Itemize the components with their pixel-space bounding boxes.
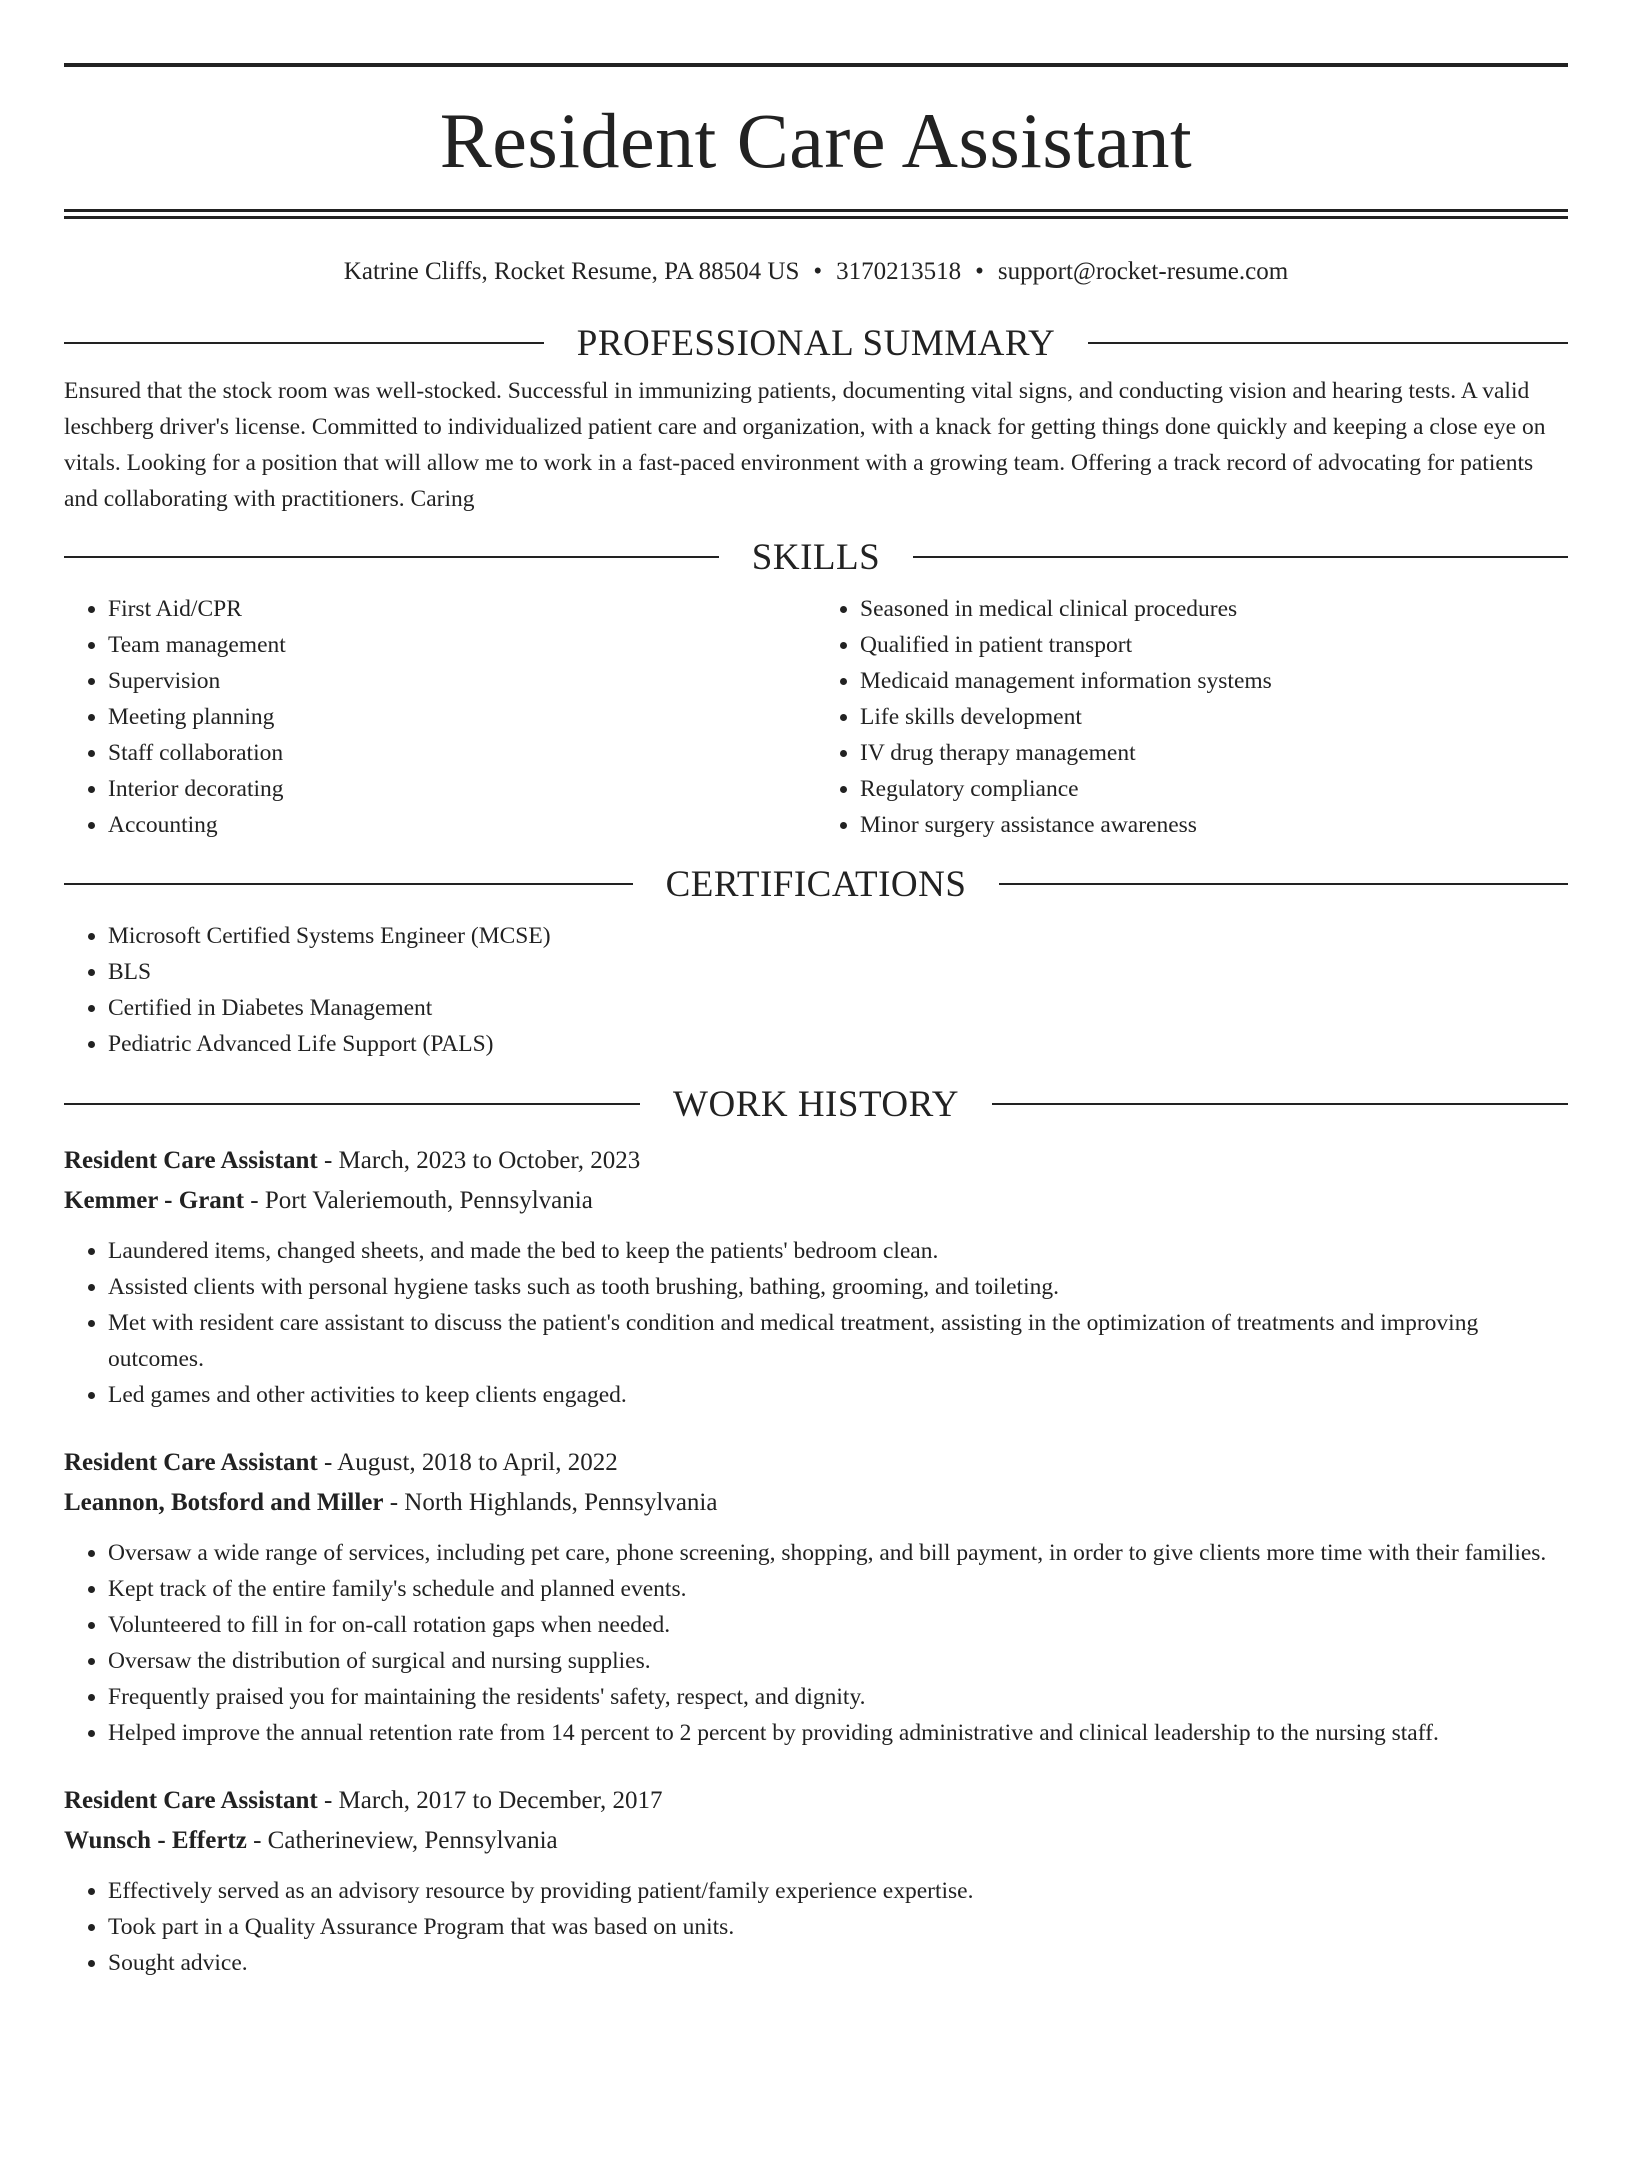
heading-rule-left xyxy=(64,883,633,885)
job-title-line xyxy=(64,1781,1568,1821)
job-dates: - August, 2018 to April, 2022 xyxy=(317,1449,618,1476)
list-item: • BLS xyxy=(108,954,1568,990)
list-item: • Life skills development xyxy=(860,699,1568,735)
list-item: • Supervision xyxy=(108,663,816,699)
heading-rule-right xyxy=(992,1103,1568,1105)
contact-separator: • xyxy=(975,258,984,285)
summary-heading xyxy=(64,318,1568,368)
skills-heading-label: SKILLS xyxy=(751,536,881,578)
certifications-heading-label: CERTIFICATIONS xyxy=(665,863,967,905)
heading-rule-right xyxy=(999,883,1568,885)
list-item: • Met with resident care assistant to discuss the patient's condition and medical treatment, assisting in the optimization of treatments and improving outcomes. xyxy=(108,1305,1568,1377)
list-item: • Volunteered to fill in for on-call rotation gaps when needed. xyxy=(108,1607,1568,1643)
skills-list-right xyxy=(816,591,1568,843)
list-item: • Kept track of the entire family's schedule and planned events. xyxy=(108,1571,1568,1607)
list-item: • Assisted clients with personal hygiene tasks such as tooth brushing, bathing, grooming, and toileting. xyxy=(108,1269,1568,1305)
job-entry xyxy=(64,1443,1568,1751)
list-item: • Oversaw a wide range of services, including pet care, phone screening, shopping, and bill payment, in order to give clients more time with their families. xyxy=(108,1535,1568,1571)
skills-column-left xyxy=(64,591,816,843)
certifications-heading xyxy=(64,859,1568,909)
list-item: • Oversaw the distribution of surgical and nursing supplies. xyxy=(108,1643,1568,1679)
title-double-rule xyxy=(64,209,1568,219)
job-bullets xyxy=(64,1873,1568,1981)
top-rule xyxy=(64,63,1568,67)
work-heading-label: WORK HISTORY xyxy=(673,1083,959,1125)
list-item: • Certified in Diabetes Management xyxy=(108,990,1568,1026)
contact-email[interactable]: support@rocket-resume.com xyxy=(997,258,1289,285)
contact-line xyxy=(64,255,1568,289)
job-bullets xyxy=(64,1233,1568,1413)
list-item: • Accounting xyxy=(108,807,816,843)
resume-page xyxy=(0,63,1632,2175)
job-company: Leannon, Botsford and Miller xyxy=(64,1489,384,1516)
job-title: Resident Care Assistant xyxy=(64,1787,318,1814)
skills-column-right xyxy=(816,591,1568,843)
list-item: • Regulatory compliance xyxy=(860,771,1568,807)
job-company-line xyxy=(64,1181,1568,1221)
contact-separator: • xyxy=(813,258,823,285)
heading-rule-right xyxy=(1088,342,1568,344)
job-title: Resident Care Assistant xyxy=(64,1147,318,1174)
job-company: Kemmer - Grant xyxy=(64,1187,245,1214)
contact-address: Katrine Cliffs, Rocket Resume, PA 88504 US xyxy=(343,258,800,285)
list-item: • First Aid/CPR xyxy=(108,591,816,627)
list-item: • Team management xyxy=(108,627,816,663)
summary-text: Ensured that the stock room was well-stocked. Successful in immunizing patients, documenting vital signs, and conducting vision and hearing tests. A valid leschberg driver's license. Committed to individualized patient care and organization, with a knack for getting things done quickly and keeping a close eye on vitals. Looking for a position that will allow me to work in a fast-paced environment with a growing team. Offering a track record of advocating for patients and collaborating with practitioners. Caring xyxy=(64,378,1546,512)
job-entry xyxy=(64,1781,1568,1981)
list-item: • Interior decorating xyxy=(108,771,816,807)
resume-title: Resident Care Assistant xyxy=(439,97,1193,184)
skills-heading xyxy=(64,532,1568,582)
job-company-line xyxy=(64,1821,1568,1861)
job-company: Wunsch - Effertz xyxy=(64,1827,247,1854)
list-item: • Meeting planning xyxy=(108,699,816,735)
list-item: • Sought advice. xyxy=(108,1945,1568,1981)
job-dates: - March, 2023 to October, 2023 xyxy=(317,1147,641,1174)
list-item: • IV drug therapy management xyxy=(860,735,1568,771)
job-entry xyxy=(64,1141,1568,1413)
work-heading xyxy=(64,1079,1568,1129)
heading-rule-left xyxy=(64,556,719,558)
certifications-list xyxy=(64,918,1568,1062)
skills-list-left xyxy=(64,591,816,843)
list-item: • Pediatric Advanced Life Support (PALS) xyxy=(108,1026,1568,1062)
list-item: • Took part in a Quality Assurance Program that was based on units. xyxy=(108,1909,1568,1945)
list-item: • Frequently praised you for maintaining the residents' safety, respect, and dignity. xyxy=(108,1679,1568,1715)
job-title-line xyxy=(64,1443,1568,1483)
skills-grid xyxy=(64,591,1568,843)
list-item: • Minor surgery assistance awareness xyxy=(860,807,1568,843)
list-item: • Staff collaboration xyxy=(108,735,816,771)
job-company-line xyxy=(64,1483,1568,1523)
job-dates: - March, 2017 to December, 2017 xyxy=(317,1787,663,1814)
list-item: • Led games and other activities to keep clients engaged. xyxy=(108,1377,1568,1413)
contact-phone: 3170213518 xyxy=(836,258,962,285)
summary-heading-label: PROFESSIONAL SUMMARY xyxy=(576,322,1056,364)
heading-rule-right xyxy=(913,556,1568,558)
list-item: • Laundered items, changed sheets, and made the bed to keep the patients' bedroom clean. xyxy=(108,1233,1568,1269)
job-location: - Catherineview, Pennsylvania xyxy=(246,1827,558,1854)
job-bullets xyxy=(64,1535,1568,1751)
list-item: • Seasoned in medical clinical procedures xyxy=(860,591,1568,627)
list-item: • Microsoft Certified Systems Engineer (MCSE) xyxy=(108,918,1568,954)
heading-rule-left xyxy=(64,1103,640,1105)
job-title-line xyxy=(64,1141,1568,1181)
list-item: • Helped improve the annual retention rate from 14 percent to 2 percent by providing administrative and clinical leadership to the nursing staff. xyxy=(108,1715,1568,1751)
list-item: • Effectively served as an advisory resource by providing patient/family experience expertise. xyxy=(108,1873,1568,1909)
job-title: Resident Care Assistant xyxy=(64,1449,318,1476)
job-location: - North Highlands, Pennsylvania xyxy=(383,1489,718,1516)
heading-rule-left xyxy=(64,342,544,344)
list-item: • Qualified in patient transport xyxy=(860,627,1568,663)
job-location: - Port Valeriemouth, Pennsylvania xyxy=(244,1187,593,1214)
list-item: • Medicaid management information systems xyxy=(860,663,1568,699)
